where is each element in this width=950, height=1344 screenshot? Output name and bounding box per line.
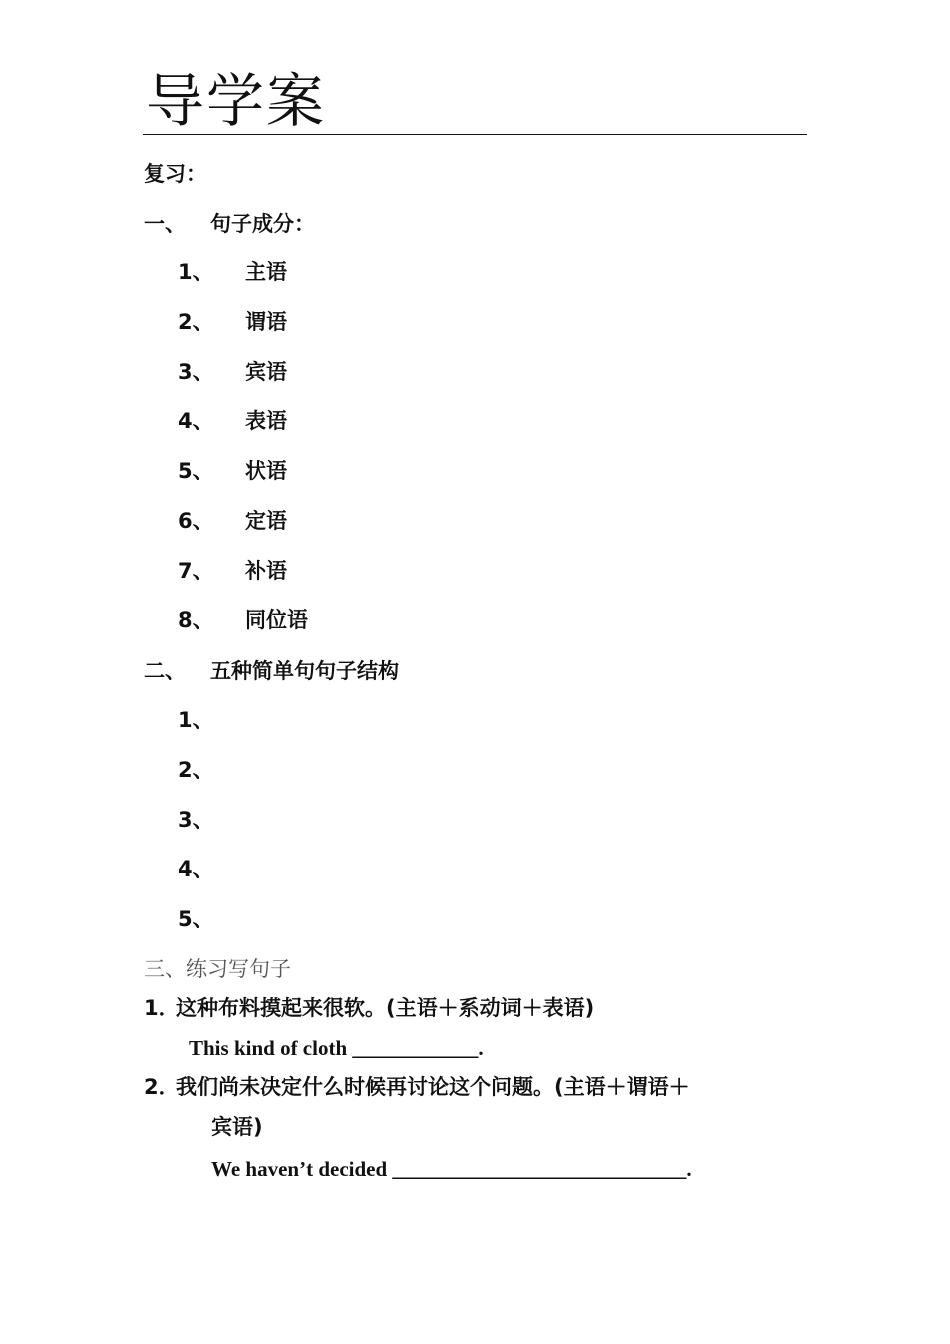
- item-label: 定语: [245, 509, 287, 533]
- exercise-2-prompt-continued: 宾语): [211, 1115, 263, 1139]
- section-1-item: [178, 407, 287, 435]
- exercise-1-text: 这种布料摸起来很软。(主语＋系动词＋表语): [176, 996, 595, 1020]
- item-number: 2、: [178, 310, 214, 334]
- item-number: 7、: [178, 559, 214, 583]
- exercise-2-number: 2．: [144, 1075, 180, 1099]
- review-label: 复习：: [144, 162, 207, 186]
- section-2-number: 二、: [144, 659, 186, 683]
- section-1-heading: [144, 210, 315, 238]
- section-1-label: 句子成分：: [210, 212, 315, 236]
- section-2-item: 2、: [178, 758, 214, 782]
- item-number: 1、: [178, 260, 214, 284]
- section-1-item: [178, 457, 287, 485]
- section-2-label: 五种简单句句子结构: [210, 659, 399, 683]
- section-3-heading: 三、练习写句子: [144, 957, 291, 981]
- section-2-item: 5、: [178, 907, 214, 931]
- item-number: 6、: [178, 509, 214, 533]
- section-2-item: 4、: [178, 857, 214, 881]
- section-2-item: 3、: [178, 808, 214, 832]
- item-label: 同位语: [245, 608, 308, 632]
- item-label: 宾语: [245, 360, 287, 384]
- item-number: 8、: [178, 608, 214, 632]
- item-number: 3、: [178, 360, 214, 384]
- page-title: 导学案: [146, 67, 327, 135]
- exercise-1-answer: This kind of cloth ____________.: [189, 1036, 484, 1060]
- exercise-1-number: 1．: [144, 996, 180, 1020]
- section-1-item: [178, 358, 287, 386]
- section-1-item: [178, 557, 287, 585]
- section-1-item: [178, 507, 287, 535]
- section-1-item: [178, 258, 287, 286]
- item-label: 主语: [245, 260, 287, 284]
- item-number: 5、: [178, 459, 214, 483]
- item-label: 表语: [245, 409, 287, 433]
- section-2-heading: [144, 657, 399, 685]
- item-label: 状语: [245, 459, 287, 483]
- section-1-item: [178, 606, 308, 634]
- exercise-1-prompt: [144, 994, 594, 1022]
- exercise-2-prompt: [144, 1073, 690, 1101]
- section-2-item: 1、: [178, 708, 214, 732]
- item-label: 谓语: [245, 310, 287, 334]
- item-number: 4、: [178, 409, 214, 433]
- item-label: 补语: [245, 559, 287, 583]
- title-underline: [143, 134, 807, 135]
- exercise-2-text: 我们尚未决定什么时候再讨论这个问题。(主语＋谓语＋: [176, 1075, 690, 1099]
- section-1-item: [178, 308, 287, 336]
- exercise-2-answer: We haven’t decided ____________________________.: [211, 1157, 692, 1181]
- section-1-number: 一、: [144, 212, 186, 236]
